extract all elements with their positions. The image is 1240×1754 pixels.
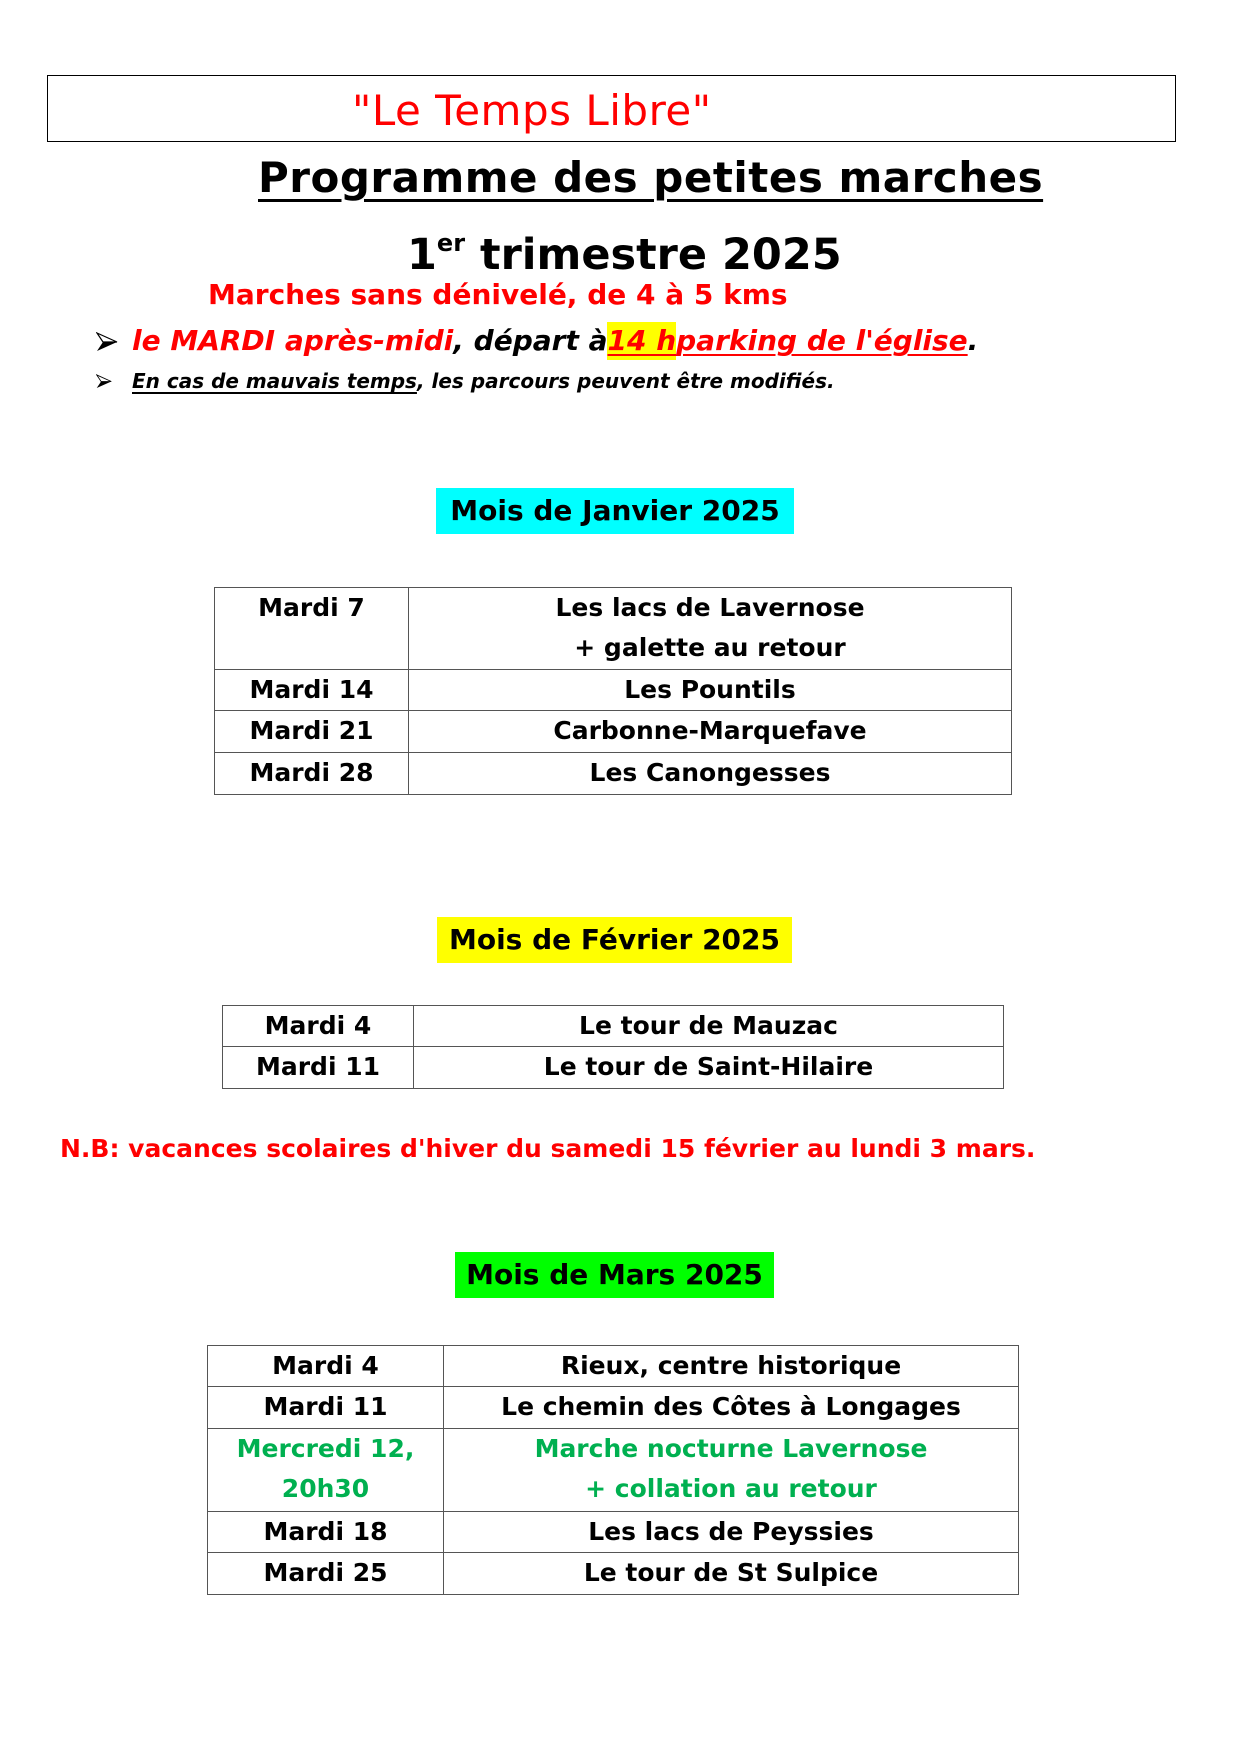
date-cell: Mardi 25 (208, 1553, 444, 1595)
table-row (223, 1047, 1004, 1089)
bullet-schedule (96, 322, 978, 360)
trimester-title (407, 218, 842, 280)
date-cell: Mardi 7 (215, 588, 409, 670)
table-row (208, 1553, 1019, 1595)
walk-cell: Le chemin des Côtes à Longages (444, 1387, 1019, 1429)
table-row (215, 711, 1012, 753)
month-heading-march: Mois de Mars 2025 (455, 1252, 774, 1298)
walk-cell: Le tour de Mauzac (414, 1006, 1004, 1047)
date-cell: Mardi 28 (215, 753, 409, 795)
date-cell: Mardi 14 (215, 670, 409, 711)
date-line: Mercredi 12, (236, 1434, 415, 1463)
walk-cell: Les Canongesses (409, 753, 1012, 795)
school-holiday-note: N.B: vacances scolaires d'hiver du samedi 15 février au lundi 3 mars. (60, 1134, 1036, 1163)
walk-cell: Le tour de Saint-Hilaire (414, 1047, 1004, 1089)
table-row (215, 588, 1012, 670)
january-schedule-table (214, 587, 1012, 795)
departure-time: 14 h (607, 322, 676, 360)
date-cell: Mardi 4 (223, 1006, 414, 1047)
table-row (208, 1346, 1019, 1387)
date-cell: Mardi 4 (208, 1346, 444, 1387)
date-cell (208, 1429, 444, 1512)
walk-cell (444, 1429, 1019, 1512)
weather-note: , les parcours peuvent être modifiés. (416, 369, 835, 393)
departure-text: , départ à (453, 324, 608, 357)
walk-line: Marche nocturne Lavernose (534, 1434, 928, 1463)
march-schedule-table (207, 1345, 1019, 1595)
walk-description: Marches sans dénivelé, de 4 à 5 kms (208, 278, 788, 311)
weather-condition: En cas de mauvais temps (132, 369, 417, 393)
date-cell: Mardi 18 (208, 1512, 444, 1553)
trimester-rest: trimestre 2025 (465, 230, 842, 280)
trimester-number: 1 (407, 230, 437, 280)
walk-cell: Rieux, centre historique (444, 1346, 1019, 1387)
table-row (223, 1006, 1004, 1047)
walk-line: Les lacs de Lavernose (555, 593, 865, 622)
arrowhead-bullet-icon (96, 366, 112, 396)
february-schedule-table (222, 1005, 1004, 1089)
walk-line: + collation au retour (585, 1474, 877, 1503)
table-row (208, 1512, 1019, 1553)
trimester-suffix: er (436, 229, 466, 257)
walk-cell: Carbonne-Marquefave (409, 711, 1012, 753)
walk-cell: Les lacs de Peyssies (444, 1512, 1019, 1553)
bullet-weather (96, 366, 835, 396)
arrowhead-bullet-icon (96, 322, 118, 360)
table-row (208, 1387, 1019, 1429)
month-heading-january: Mois de Janvier 2025 (436, 488, 794, 534)
table-row (215, 753, 1012, 795)
organization-title: "Le Temps Libre" (352, 86, 712, 135)
date-cell: Mardi 21 (215, 711, 409, 753)
walk-cell (409, 588, 1012, 670)
program-title: Programme des petites marches (258, 153, 1044, 202)
walk-cell: Le tour de St Sulpice (444, 1553, 1019, 1595)
period: . (967, 324, 979, 357)
month-heading-february: Mois de Février 2025 (437, 917, 792, 963)
walk-cell: Les Pountils (409, 670, 1012, 711)
date-cell: Mardi 11 (223, 1047, 414, 1089)
time-line: 20h30 (281, 1474, 370, 1503)
meeting-place: parking de l'église (676, 324, 968, 357)
date-cell: Mardi 11 (208, 1387, 444, 1429)
table-row-night-walk (208, 1429, 1019, 1512)
walk-line: + galette au retour (574, 633, 846, 662)
table-row (215, 670, 1012, 711)
day-text: le MARDI après-midi (132, 324, 454, 357)
